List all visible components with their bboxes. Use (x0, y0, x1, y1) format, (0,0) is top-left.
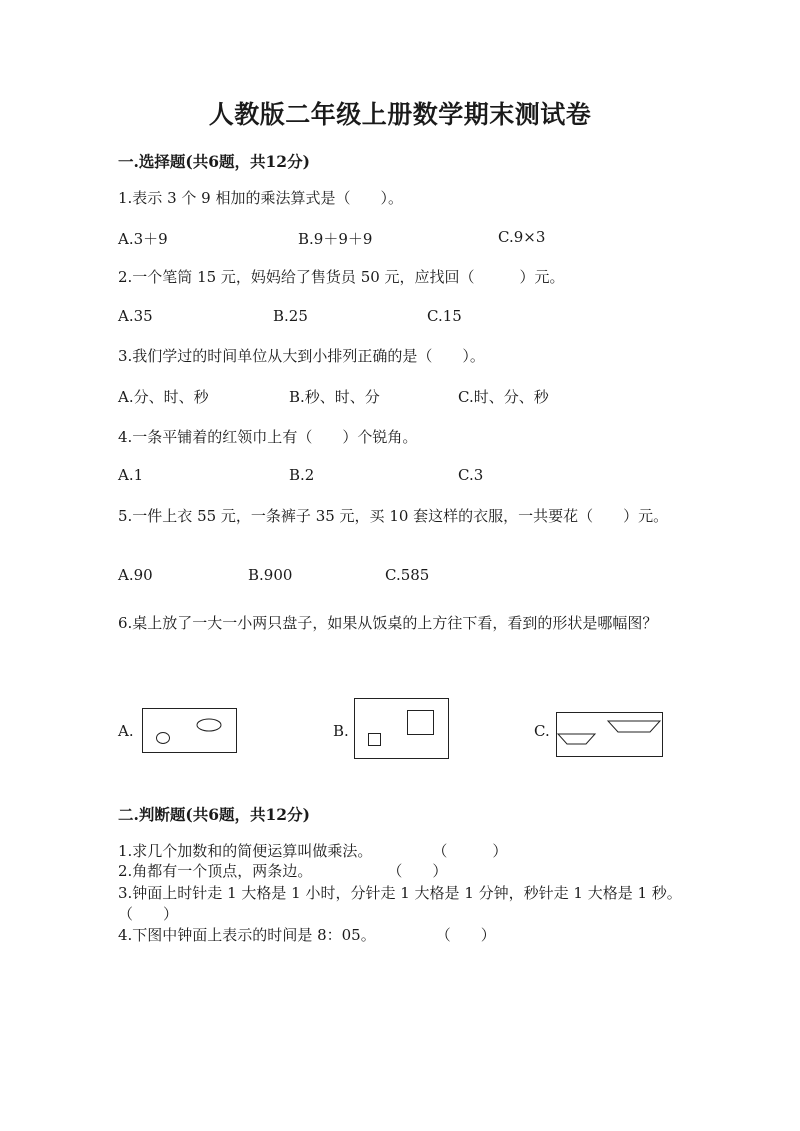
judgement-item-1: 1.求几个加数和的简便运算叫做乘法。 （ ） (118, 842, 508, 860)
question-2: 2.一个笔筒 15 元，妈妈给了售货员 50 元，应找回（ ）元。 (118, 268, 565, 286)
q5-option-b[interactable]: B.900 (248, 566, 293, 584)
q5-option-c[interactable]: C.585 (385, 566, 430, 584)
q6-option-a[interactable]: A. (118, 722, 134, 740)
q3-option-c[interactable]: C.时、分、秒 (458, 388, 549, 406)
q3-option-a[interactable]: A.分、时、秒 (118, 388, 209, 406)
q2-option-c[interactable]: C.15 (427, 307, 462, 325)
plates-figure-a (142, 708, 238, 754)
q1-option-c[interactable]: C.9×3 (498, 228, 546, 246)
question-4: 4.一条平铺着的红领巾上有（ ）个锐角。 (118, 428, 418, 446)
q5-option-a[interactable]: A.90 (118, 566, 153, 584)
section-heading-choice: 一.选择题(共6题，共12分) (118, 152, 310, 171)
judgement-item-3: 3.钟面上时针走 1 大格是 1 小时，分针走 1 大格是 1 分钟，秒针走 1 大格是 1 秒。 （ ） (118, 884, 720, 923)
q1-option-b[interactable]: B.9＋9＋9 (298, 230, 373, 248)
q1-option-a[interactable]: A.3＋9 (118, 230, 168, 248)
q2-option-b[interactable]: B.25 (273, 307, 308, 325)
q4-option-c[interactable]: C.3 (458, 466, 484, 484)
q6-option-c[interactable]: C. (534, 722, 550, 740)
page-title: 人教版二年级上册数学期末测试卷 (208, 100, 592, 129)
q4-option-b[interactable]: B.2 (289, 466, 315, 484)
question-5: 5.一件上衣 55 元，一条裤子 35 元，买 10 套这样的衣服，一共要花（ ）元。 (118, 507, 669, 525)
judgement-item-4: 4.下图中钟面上表示的时间是 8：05。 （ ） (118, 926, 496, 944)
section-heading-judgement: 二.判断题(共6题，共12分) (118, 805, 310, 824)
plates-figure-b (354, 698, 450, 760)
q6-option-b[interactable]: B. (333, 722, 349, 740)
plates-figure-c (556, 712, 664, 758)
question-6: 6.桌上放了一大一小两只盘子，如果从饭桌的上方往下看，看到的形状是哪幅图？ (118, 614, 658, 632)
question-1: 1.表示 3 个 9 相加的乘法算式是（ ）。 (118, 189, 403, 207)
q4-option-a[interactable]: A.1 (118, 466, 144, 484)
q2-option-a[interactable]: A.35 (118, 307, 153, 325)
question-3: 3.我们学过的时间单位从大到小排列正确的是（ ）。 (118, 347, 485, 365)
judgement-item-2: 2.角都有一个顶点，两条边。 （ ） (118, 862, 448, 880)
q3-option-b[interactable]: B.秒、时、分 (289, 388, 380, 406)
